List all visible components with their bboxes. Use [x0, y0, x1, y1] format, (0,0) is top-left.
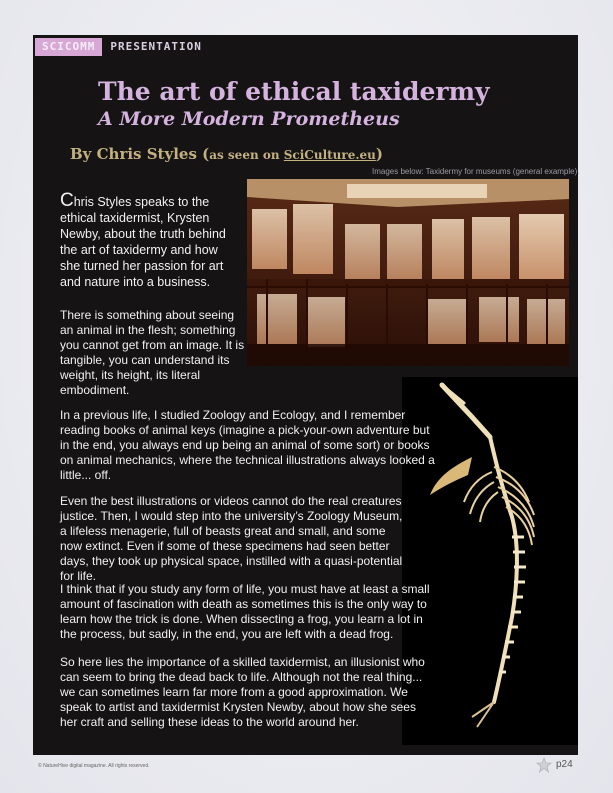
- paragraph-2: In a previous life, I studied Zoology and Ecology, and I remember reading books of animal keys (imagine a pick-your-own adventure but in the end, you always end up being an animal of some sort) or books on animal mechanics, where the technical illustrations always looked a little... off.: [60, 408, 435, 482]
- byline-prefix: By Chris Styles (: [70, 145, 210, 163]
- byline-seen: as seen on: [209, 148, 284, 162]
- paragraph-3: Even the best illustrations or videos cannot do the real creatures justice. Then, I would step into the university’s Zoology Museum, a lifeless menagerie, full of beasts great and small, and some now extinct. Even if some of these specimens had seen better days, they took up physical space, instilled with a quasi-potential for life.: [60, 494, 403, 583]
- paragraph-1: There is something about seeing an animal in the flesh; something you cannot get from an image. It is tangible, you can understand its weight, its height, its literal embodiment.: [60, 308, 245, 397]
- drop-cap: C: [60, 190, 74, 211]
- section-header: [35, 38, 210, 56]
- byline: [70, 144, 383, 165]
- page-number: p24: [556, 759, 573, 770]
- byline-source-link[interactable]: SciCulture.eu: [283, 148, 376, 162]
- image-caption: Images below: Taxidermy for museums (general example).: [372, 167, 580, 176]
- intro-paragraph: [60, 190, 240, 290]
- article-subtitle: A More Modern Prometheus: [98, 108, 400, 130]
- article-title: The art of ethical taxidermy: [98, 77, 490, 106]
- museum-illustration: [247, 179, 569, 366]
- section-tag: SCICOMM: [35, 38, 102, 56]
- copyright-notice: © NatureHive digital magazine. All rights reserved.: [38, 763, 150, 769]
- star-icon: [536, 757, 552, 773]
- museum-photo: [247, 179, 569, 366]
- intro-text: hris Styles speaks to the ethical taxidermist, Krysten Newby, about the truth behind the art of taxidermy and how she turned her passion for art and nature into a business.: [60, 195, 226, 289]
- category-label: PRESENTATION: [110, 40, 202, 53]
- paragraph-5: So here lies the importance of a skilled taxidermist, an illusionist who can seem to bring the dead back to life. Although not the real thing... we can sometimes learn far more from a good approximation. We speak to artist and taxidermist Krysten Newby, about how she sees her craft and selling these ideas to the world around her.: [60, 655, 425, 729]
- byline-suffix: ): [375, 145, 384, 163]
- paragraph-4: I think that if you study any form of life, you must have at least a small amount of fascination with death as sometimes this is the only way to learn how the trick is done. When dissecting a frog, you learn a lot in the process, but sadly, in the end, you are left with a dead frog.: [60, 582, 430, 641]
